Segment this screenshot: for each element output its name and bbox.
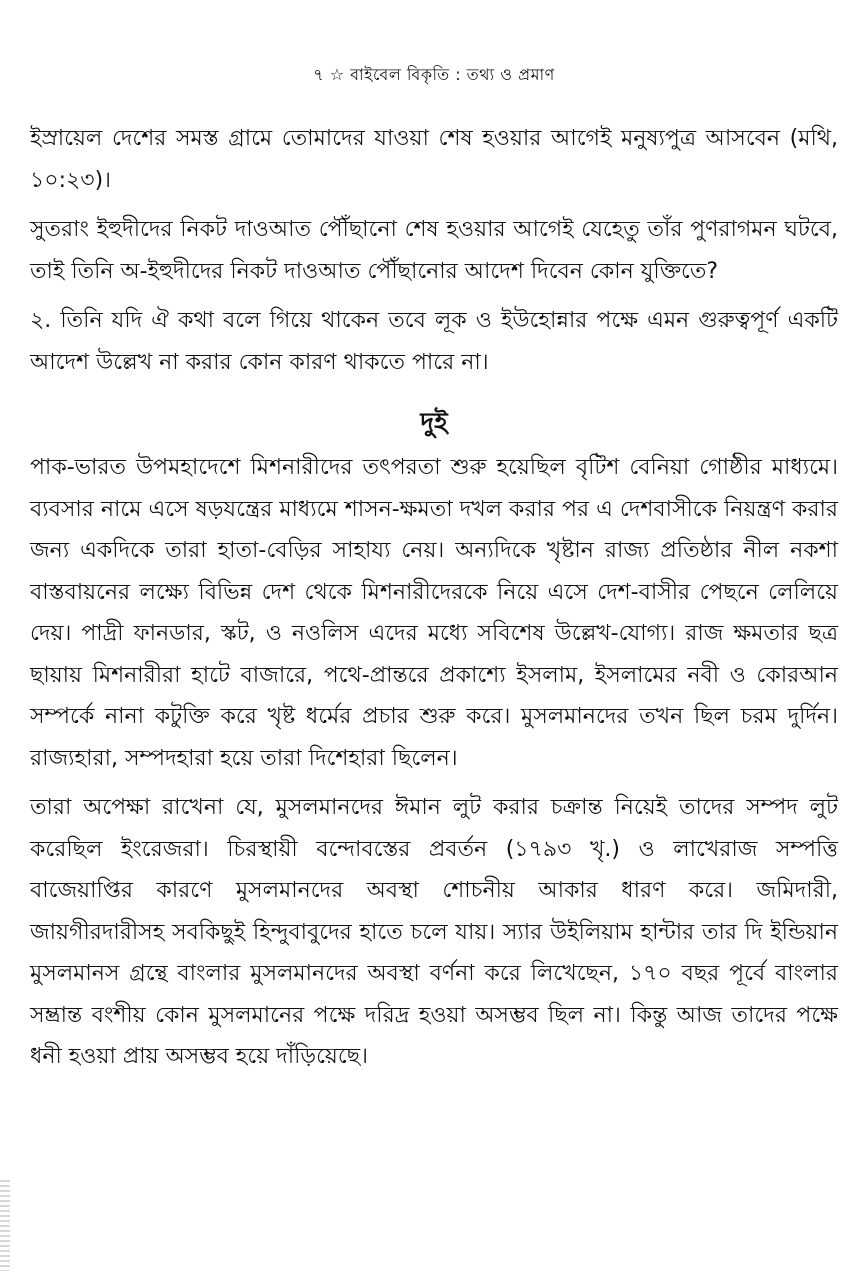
paragraph-3: ২. তিনি যদি ঐ কথা বলে গিয়ে থাকেন তবে লূক ও ইউহোন্নার পক্ষে এমন গুরুত্বপূর্ণ একটি আদেশ উল্লেখ না করার কোন কারণ থাকতে পারে না। (30, 308, 838, 375)
paragraph-4: পাক-ভারত উপমহাদেশে মিশনারীদের তৎপরতা শুরু হয়েছিল বৃটিশ বেনিয়া গোষ্ঠীর মাধ্যমে। ব্যবসার নামে এসে ষড়যন্ত্রের মাধ্যমে শাসন-ক্ষমতা দখল করার পর এ দেশবাসীকে নিয়ন্ত্রণ করার জন্য একদিকে তারা হাতা-বেড়ির সাহায্য নেয়। অন্যদিকে খৃষ্টান রাজ্য প্রতিষ্ঠার নীল নকশা বাস্তবায়নের লক্ষ্যে বিভিন্ন দেশ থেকে মিশনারীদেরকে নিয়ে এসে দেশ-বাসীর পেছনে লেলিয়ে দেয়। পাদ্রী ফানডার, স্কট, ও নওলিস এদের মধ্যে সবিশেষ উল্লেখ-যোগ্য। রাজ ক্ষমতার ছত্র ছায়ায় মিশনারীরা হাটে বাজারে, পথে-প্রান্তরে প্রকাশ্যে ইসলাম, ইসলামের নবী ও কোরআন সম্পর্কে নানা কটুক্তি করে খৃষ্ট ধর্মের প্রচার শুরু করে। মুসলমানদের তখন ছিল চরম দুর্দিন। রাজ্যহারা, সম্পদহারা হয়ে তারা দিশেহারা ছিলেন। (30, 455, 838, 771)
running-header: ৭ ☆ বাইবেল বিকৃতি : তথ্য ও প্রমাণ (313, 65, 555, 84)
paragraph-5: তারা অপেক্ষা রাখেনা যে, মুসলমানদের ঈমান লুট করার চক্রান্ত নিয়েই তাদের সম্পদ লুট করেছিল ইংরেজরা। চিরস্থায়ী বন্দোবস্তের প্রবর্তন (১৭৯৩ খৃ.) ও লাখেরাজ সম্পত্তি বাজেয়াপ্তির কারণে মুসলমানদের অবস্থা শোচনীয় আকার ধারণ করে। জমিদারী, জায়গীরদারীসহ সবকিছুই হিন্দুবাবুদের হাতে চলে যায়। স্যার উইলিয়াম হান্টার তার দি ইন্ডিয়ান মুসলমানস গ্রন্থে বাংলার মুসলমানদের অবস্থা বর্ণনা করে লিখেছেন, ১৭০ বছর পূর্বে বাংলার সম্ভ্রান্ত বংশীয় কোন মুসলমানের পক্ষে দরিদ্র হওয়া অসম্ভব ছিল না। কিন্তু আজ তাদের পক্ষে ধনী হওয়া প্রায় অসম্ভব হয়ে দাঁড়িয়েছে। (30, 795, 838, 1069)
paragraph-1: ইস্রায়েল দেশের সমস্ত গ্রামে তোমাদের যাওয়া শেষ হওয়ার আগেই মনুষ্যপুত্র আসবেন (মথি, ১০:২৩)। (30, 126, 838, 193)
scan-edge-artifact (0, 1180, 10, 1271)
page-body (30, 118, 838, 1086)
section-heading: দুই (420, 408, 448, 438)
paragraph-2: সুতরাং ইহুদীদের নিকট দাওআত পৌঁছানো শেষ হওয়ার আগেই যেহেতু তাঁর পুণরাগমন ঘটবে, তাই তিনি অ-ইহুদীদের নিকট দাওআত পৌঁছানোর আদেশ দিবেন কোন যুক্তিতে? (30, 217, 838, 284)
